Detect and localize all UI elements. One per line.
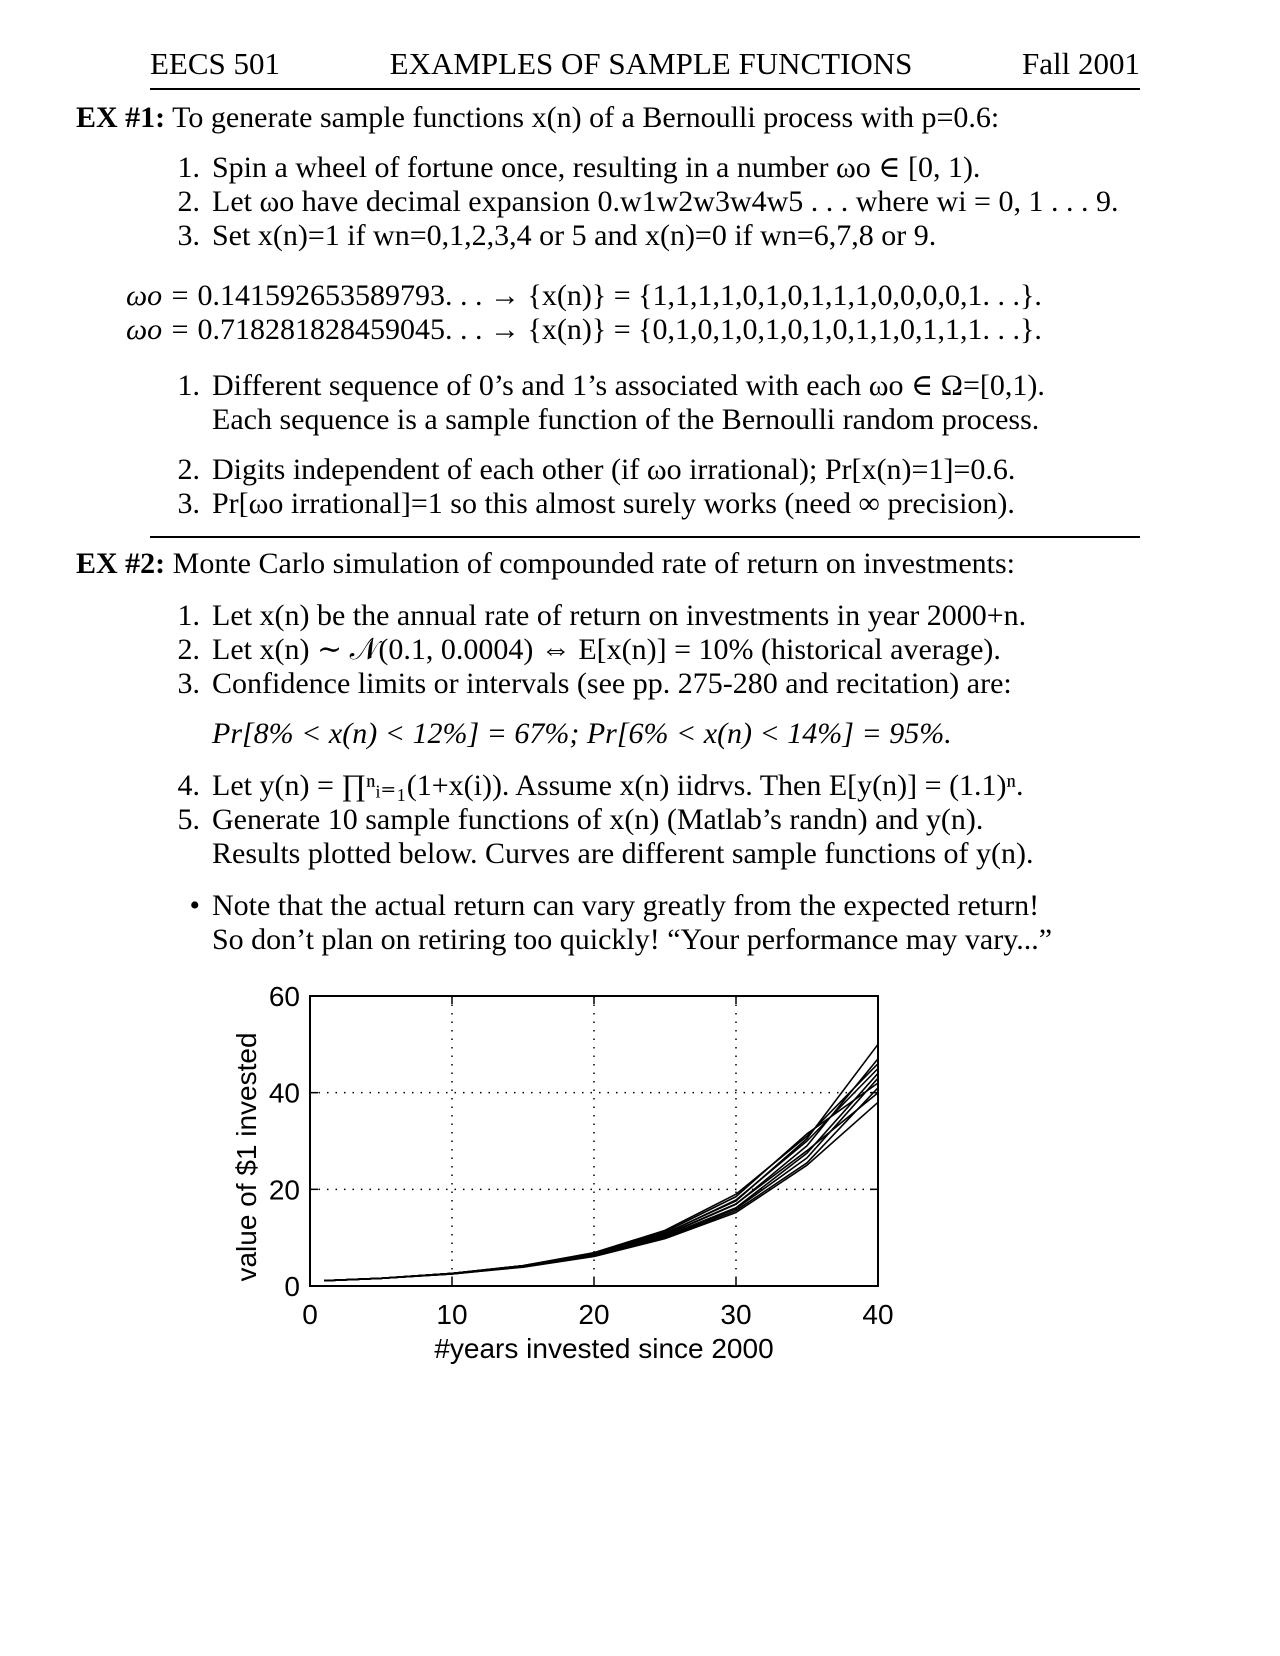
ex2-step-1-text: Let x(n) be the annual rate of return on investments in year 2000+n.: [212, 599, 1027, 632]
ex1-step-3-text: Set x(n)=1 if wn=0,1,2,3,4 or 5 and x(n)=0 if wn=6,7,8 or 9.: [212, 219, 937, 252]
y-axis-label: value of $1 invested: [231, 1032, 262, 1282]
term: Fall 2001: [1022, 46, 1140, 81]
ex2-step-1: 1. Let x(n) be the annual rate of return on investments in year 2000+n.: [177, 599, 1027, 632]
ex1-step-2-text: Let ωo have decimal expansion 0.w1w2w3w4w5 . . . where wi = 0, 1 . . . 9.: [212, 185, 1119, 218]
ex1-step-1-text: Spin a wheel of fortune once, resulting in a number ωo ∈ [0, 1).: [212, 151, 981, 184]
ex1-label: EX #1:: [76, 101, 166, 134]
series-line-9: [324, 1102, 878, 1280]
x-axis-label: #years invested since 2000: [434, 1333, 774, 1364]
x-tick-label: 30: [720, 1299, 752, 1330]
course-code: EECS 501: [150, 46, 281, 81]
ex1-note-3: 3. Pr[ωo irrational]=1 so this almost surely works (need ∞ precision).: [177, 487, 1015, 520]
ex1-note-1-text: Different sequence of 0’s and 1’s associated with each ωo ∈ Ω=[0,1).: [212, 369, 1045, 402]
ex1-step-2: 2. Let ωo have decimal expansion 0.w1w2w3w4w5 . . . where wi = 0, 1 . . . 9.: [177, 185, 1119, 218]
ex2-step-5: 5. Generate 10 sample functions of x(n) (Matlab’s randn) and y(n).: [177, 803, 984, 836]
x-tick-label: 20: [578, 1299, 610, 1330]
ex1-example-1-lhs: ωo =: [126, 279, 190, 312]
y-tick-label: 20: [268, 1174, 300, 1206]
series-line-3: [324, 1069, 878, 1281]
ex2-step-2: 2. Let x(n) ∼ 𝒩(0.1, 0.0004) ⇔ E[x(n)] = 10% (historical average).: [177, 633, 1001, 666]
ex2-confidence-text: Pr[8% < x(n) < 12%] = 67%; Pr[6% < x(n) < 14%] = 95%.: [212, 717, 952, 750]
y-tick-label: 60: [268, 981, 300, 1012]
ex1-note-2: 2. Digits independent of each other (if ωo irrational); Pr[x(n)=1]=0.6.: [177, 453, 1016, 486]
ex2-label: EX #2:: [76, 547, 166, 580]
ex2-step-4-text: Let y(n) = ∏ⁿᵢ₌₁(1+x(i)). Assume x(n) iidrvs. Then E[y(n)] = (1.1)ⁿ.: [212, 769, 1024, 802]
y-tick-label: 0: [284, 1271, 300, 1302]
x-tick-label: 0: [302, 1299, 318, 1330]
ex2-step-5-text: Generate 10 sample functions of x(n) (Matlab’s randn) and y(n).: [212, 803, 984, 836]
ex2-step-3-text: Confidence limits or intervals (see pp. 275-280 and recitation) are:: [212, 667, 1012, 700]
page-title: EXAMPLES OF SAMPLE FUNCTIONS: [389, 46, 913, 81]
ex1-note-1b-text: Each sequence is a sample function of the Bernoulli random process.: [212, 403, 1040, 436]
ex2-step-4: 4. Let y(n) = ∏ⁿᵢ₌₁(1+x(i)). Assume x(n) iidrvs. Then E[y(n)] = (1.1)ⁿ.: [177, 769, 1024, 802]
ex2-bullet-text: Note that the actual return can vary greatly from the expected return!: [212, 889, 1040, 922]
ex2-step-5b-text: Results plotted below. Curves are different sample functions of y(n).: [212, 837, 1034, 870]
ex1-example-1-value: 0.141592653589793. . . → {x(n)} = {1,1,1,1,0,1,0,1,1,1,0,0,0,0,1. . .}.: [197, 279, 1042, 312]
ex2-step-3: 3. Confidence limits or intervals (see pp. 275-280 and recitation) are:: [177, 667, 1012, 700]
ex1-note-3-text: Pr[ωo irrational]=1 so this almost surely works (need ∞ precision).: [212, 487, 1015, 520]
ex1-note-1: 1. Different sequence of 0’s and 1’s associated with each ωo ∈ Ω=[0,1).: [177, 369, 1045, 402]
ex2-intro: Monte Carlo simulation of compounded rate of return on investments:: [172, 547, 1016, 580]
ex1-intro: To generate sample functions x(n) of a Bernoulli process with p=0.6:: [172, 101, 1000, 134]
x-tick-label: 40: [862, 1299, 894, 1330]
ex1-note-2-text: Digits independent of each other (if ωo irrational); Pr[x(n)=1]=0.6.: [212, 453, 1016, 486]
ex1-example-2-lhs: ωo =: [126, 313, 190, 346]
series-line-4: [324, 1073, 878, 1280]
ex1-step-1: 1. Spin a wheel of fortune once, resulting in a number ωo ∈ [0, 1).: [177, 151, 981, 184]
ex2-bullet-b-text: So don’t plan on retiring too quickly! “Your performance may vary...”: [212, 923, 1053, 956]
ex2-bullet: • Note that the actual return can vary greatly from the expected return!: [189, 889, 1040, 922]
series-line-10: [324, 1064, 878, 1281]
series-line-8: [324, 1093, 878, 1281]
ex2-step-2-text: Let x(n) ∼ 𝒩(0.1, 0.0004) ⇔ E[x(n)] = 10% (historical average).: [212, 633, 1001, 666]
x-tick-label: 10: [436, 1299, 468, 1330]
ex1-example-2-value: 0.718281828459045. . . → {x(n)} = {0,1,0,1,0,1,0,1,0,1,1,0,1,1,1. . .}.: [197, 313, 1042, 346]
y-tick-label: 40: [268, 1077, 300, 1109]
ex1-step-3: 3. Set x(n)=1 if wn=0,1,2,3,4 or 5 and x(n)=0 if wn=6,7,8 or 9.: [177, 219, 937, 252]
